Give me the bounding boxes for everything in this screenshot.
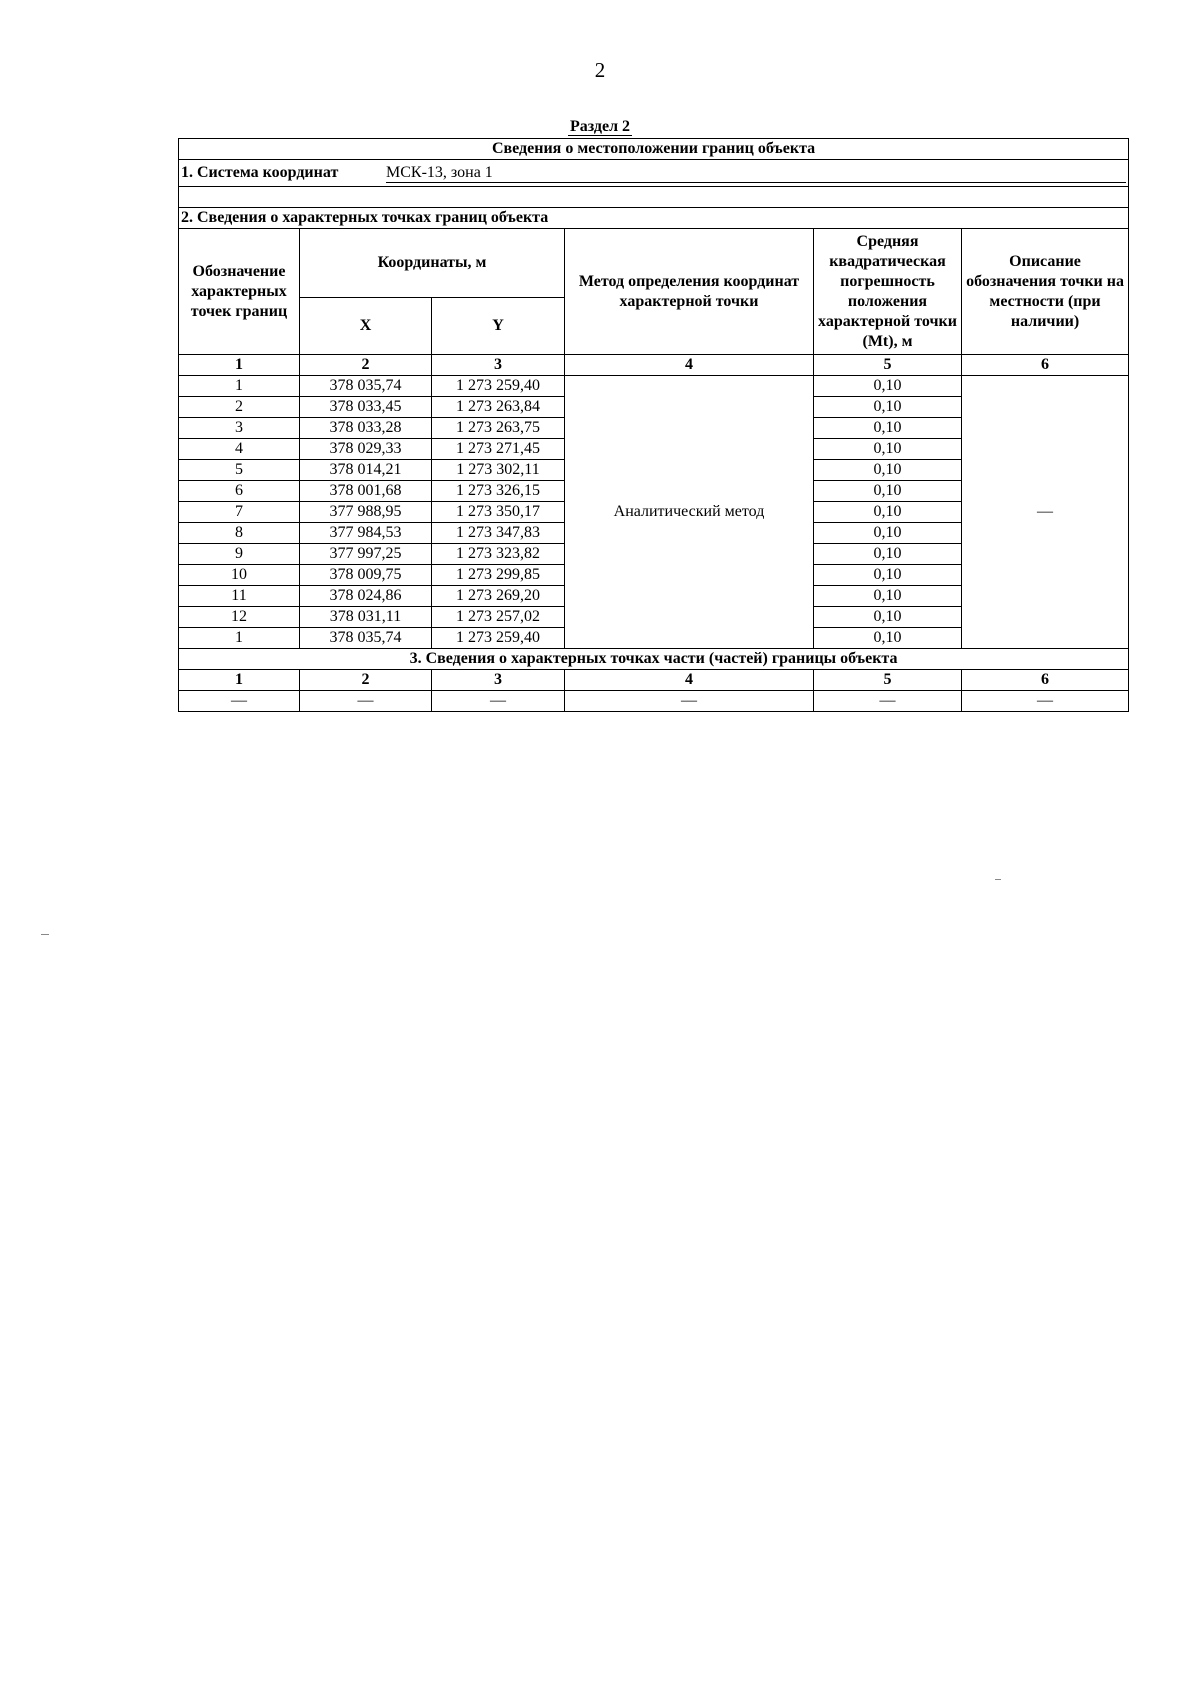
point-x: 378 035,74: [300, 628, 432, 649]
column-numbers-row: [179, 355, 1129, 376]
point-y: 1 273 259,40: [432, 376, 565, 397]
point-y: 1 273 350,17: [432, 502, 565, 523]
header-y: Y: [432, 298, 565, 355]
point-accuracy: 0,10: [814, 523, 962, 544]
point-x: 378 035,74: [300, 376, 432, 397]
point-accuracy: 0,10: [814, 376, 962, 397]
point-accuracy: 0,10: [814, 481, 962, 502]
section-title-text: Раздел 2: [569, 118, 631, 135]
column-number: 6: [962, 355, 1129, 376]
table-row: [179, 376, 1129, 397]
boundary-table: [178, 138, 1129, 712]
page-number: 2: [594, 58, 606, 82]
point-y: 1 273 263,75: [432, 418, 565, 439]
point-number: 11: [179, 586, 300, 607]
point-x: 378 001,68: [300, 481, 432, 502]
coordinate-system-value: МСК-13, зона 1: [386, 164, 1126, 183]
point-y: 1 273 326,15: [432, 481, 565, 502]
column-number: 5: [814, 670, 962, 691]
point-accuracy: 0,10: [814, 607, 962, 628]
point-y: 1 273 263,84: [432, 397, 565, 418]
point-x: 378 033,28: [300, 418, 432, 439]
point-number: 6: [179, 481, 300, 502]
parts-column-numbers-row: [179, 670, 1129, 691]
parts-cell: —: [565, 691, 814, 712]
coordinate-system-row: [179, 160, 1129, 187]
spacer-row: [179, 187, 1129, 208]
parts-cell: —: [432, 691, 565, 712]
point-y: 1 273 259,40: [432, 628, 565, 649]
header-description: Описание обозначения точки на местности (при наличии): [962, 229, 1129, 355]
points-section-title-row: [179, 208, 1129, 229]
point-x: 378 033,45: [300, 397, 432, 418]
parts-section-title-row: [179, 649, 1129, 670]
description-cell: —: [962, 376, 1129, 649]
column-number: 3: [432, 355, 565, 376]
point-accuracy: 0,10: [814, 418, 962, 439]
scan-mark: [41, 934, 49, 935]
point-y: 1 273 299,85: [432, 565, 565, 586]
point-accuracy: 0,10: [814, 439, 962, 460]
point-y: 1 273 271,45: [432, 439, 565, 460]
point-number: 1: [179, 376, 300, 397]
column-number: 1: [179, 670, 300, 691]
point-y: 1 273 257,02: [432, 607, 565, 628]
column-number: 2: [300, 670, 432, 691]
point-y: 1 273 302,11: [432, 460, 565, 481]
table-title: Сведения о местоположении границ объекта: [179, 139, 1129, 160]
scan-mark: [995, 879, 1001, 880]
point-number: 8: [179, 523, 300, 544]
point-x: 377 984,53: [300, 523, 432, 544]
point-number: 9: [179, 544, 300, 565]
header-accuracy: Средняя квадратическая погрешность положения характерной точки (Mt), м: [814, 229, 962, 355]
point-x: 377 988,95: [300, 502, 432, 523]
point-x: 378 024,86: [300, 586, 432, 607]
point-accuracy: 0,10: [814, 628, 962, 649]
section-title: [0, 118, 1200, 136]
point-accuracy: 0,10: [814, 502, 962, 523]
point-accuracy: 0,10: [814, 544, 962, 565]
parts-cell: —: [814, 691, 962, 712]
column-number: 4: [565, 355, 814, 376]
column-number: 5: [814, 355, 962, 376]
parts-table-row: [179, 691, 1129, 712]
parts-cell: —: [179, 691, 300, 712]
header-designation: Обозначение характерных точек границ: [179, 229, 300, 355]
point-number: 10: [179, 565, 300, 586]
coordinate-system-label: 1. Система координат: [181, 163, 339, 181]
point-x: 378 031,11: [300, 607, 432, 628]
spacer-cell: [179, 187, 1129, 208]
point-y: 1 273 347,83: [432, 523, 565, 544]
table-title-row: [179, 139, 1129, 160]
point-number: 4: [179, 439, 300, 460]
point-number: 1: [179, 628, 300, 649]
point-accuracy: 0,10: [814, 586, 962, 607]
points-section-title: 2. Сведения о характерных точках границ объекта: [179, 208, 1129, 229]
point-x: 377 997,25: [300, 544, 432, 565]
point-number: 12: [179, 607, 300, 628]
column-number: 6: [962, 670, 1129, 691]
point-x: 378 014,21: [300, 460, 432, 481]
point-number: 7: [179, 502, 300, 523]
boundary-table-body: [179, 139, 1129, 712]
point-x: 378 009,75: [300, 565, 432, 586]
point-number: 5: [179, 460, 300, 481]
header-coordinates: Координаты, м: [300, 229, 565, 298]
coordinate-system-cell: [179, 160, 1129, 187]
point-accuracy: 0,10: [814, 565, 962, 586]
header-method: Метод определения координат характерной точки: [565, 229, 814, 355]
parts-cell: —: [300, 691, 432, 712]
point-number: 2: [179, 397, 300, 418]
point-number: 3: [179, 418, 300, 439]
column-number: 1: [179, 355, 300, 376]
method-cell: Аналитический метод: [565, 376, 814, 649]
column-number: 4: [565, 670, 814, 691]
parts-cell: —: [962, 691, 1129, 712]
header-x: X: [300, 298, 432, 355]
point-accuracy: 0,10: [814, 397, 962, 418]
point-y: 1 273 323,82: [432, 544, 565, 565]
point-x: 378 029,33: [300, 439, 432, 460]
header-row-1: [179, 229, 1129, 298]
column-number: 2: [300, 355, 432, 376]
parts-section-title: 3. Сведения о характерных точках части (частей) границы объекта: [179, 649, 1129, 670]
column-number: 3: [432, 670, 565, 691]
point-accuracy: 0,10: [814, 460, 962, 481]
point-y: 1 273 269,20: [432, 586, 565, 607]
